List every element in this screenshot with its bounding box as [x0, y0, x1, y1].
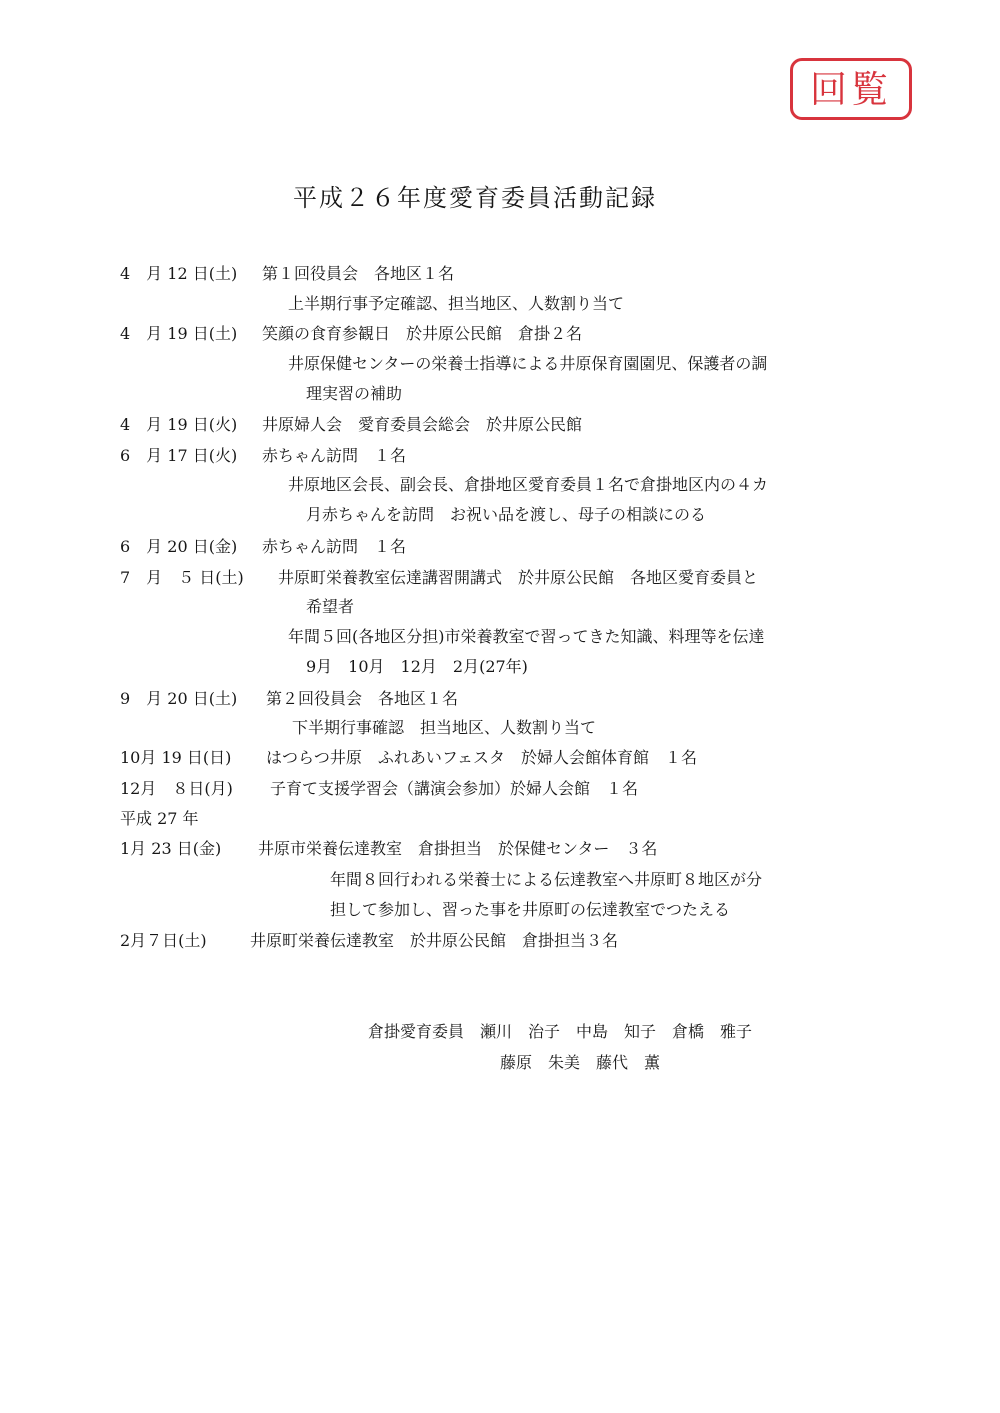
- entry-line: 担して参加し、習った事を井原町の伝達教室でつたえる: [330, 900, 731, 919]
- kairan-stamp-text: 回覧: [810, 67, 892, 111]
- entry-line: 9月 10月 12月 2月(27年): [306, 657, 528, 676]
- entry-date: 2月７日(土): [120, 931, 207, 950]
- entry-date: 6 月 17 日(火): [120, 446, 238, 465]
- entry-line: 井原保健センターの栄養士指導による井原保育園園児、保護者の調: [288, 354, 768, 373]
- entry-line: 希望者: [306, 597, 355, 616]
- entry-line: 赤ちゃん訪問 １名: [262, 537, 407, 556]
- entry-line: 子育て支援学習会（講演会参加）於婦人会館 １名: [270, 779, 639, 798]
- entry-line: 年間５回(各地区分担)市栄養教室で習ってきた知識、料理等を伝達: [288, 627, 765, 646]
- entry-line: 井原婦人会 愛育委員会総会 於井原公民館: [262, 415, 583, 434]
- entry-line: 月赤ちゃんを訪問 お祝い品を渡し、母子の相談にのる: [306, 505, 707, 524]
- entry-line: 井原地区会長、副会長、倉掛地区愛育委員１名で倉掛地区内の４カ: [288, 475, 769, 494]
- entry-date: 10月 19 日(日): [120, 748, 232, 767]
- entry-date: 9 月 20 日(土): [120, 689, 238, 708]
- entry-line: 下半期行事確認 担当地区、人数割り当て: [292, 718, 597, 737]
- entry-date: 4 月 12 日(土): [120, 264, 238, 283]
- entry-line: はつらつ井原 ふれあいフェスタ 於婦人会館体育館 １名: [266, 748, 698, 767]
- entry-date: 12月 ８日(月): [120, 779, 233, 798]
- entry-date: 6 月 20 日(金): [120, 537, 238, 556]
- year-heading: 平成 27 年: [120, 809, 199, 828]
- entry-line: 上半期行事予定確認、担当地区、人数割り当て: [288, 294, 625, 313]
- page-title: 平成２６年度愛育委員活動記録: [293, 184, 657, 212]
- entry-date: 1月 23 日(金): [120, 839, 222, 858]
- entry-line: 井原町栄養伝達教室 於井原公民館 倉掛担当３名: [250, 931, 619, 950]
- signature-line: 藤原 朱美 藤代 薫: [500, 1053, 661, 1072]
- kairan-stamp: [790, 58, 912, 120]
- entry-date: 4 月 19 日(火): [120, 415, 238, 434]
- signature-line: 倉掛愛育委員 瀬川 治子 中島 知子 倉橋 雅子: [368, 1022, 753, 1041]
- entry-line: 井原市栄養伝達教室 倉掛担当 於保健センター ３名: [258, 839, 658, 858]
- entry-date: 4 月 19 日(土): [120, 324, 238, 343]
- entry-line: 笑顔の食育参観日 於井原公民館 倉掛２名: [262, 324, 583, 343]
- entry-line: 井原町栄養教室伝達講習開講式 於井原公民館 各地区愛育委員と: [278, 568, 759, 587]
- entry-line: 第２回役員会 各地区１名: [266, 689, 459, 708]
- entry-line: 赤ちゃん訪問 １名: [262, 446, 407, 465]
- entry-line: 年間８回行われる栄養士による伝達教室へ井原町８地区が分: [330, 870, 763, 889]
- entry-date: 7 月 ５ 日(土): [120, 568, 244, 587]
- entry-line: 理実習の補助: [306, 384, 403, 403]
- entry-line: 第１回役員会 各地区１名: [262, 264, 455, 283]
